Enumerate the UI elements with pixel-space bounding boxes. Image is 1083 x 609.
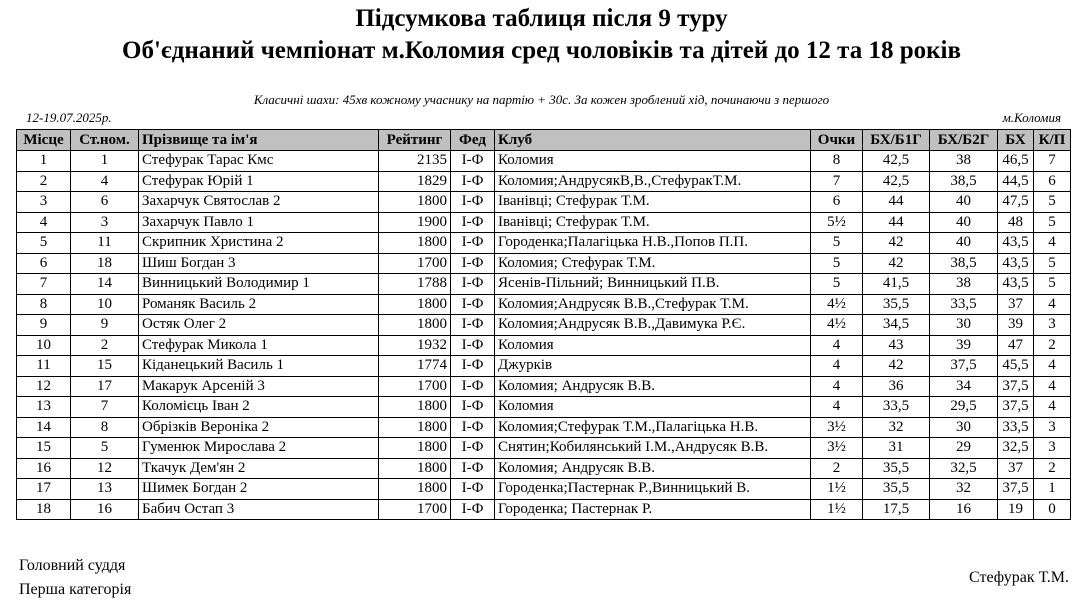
table-row (17, 151, 1071, 172)
tournament-name: Об'єднаний чемпіонат м.Коломия сред чоловіків та дітей до 12 та 18 років (122, 37, 961, 64)
cell-fed: І-Ф (451, 479, 495, 500)
cell-club: Коломия;Стефурак Т.М.,Палагіцька Н.В. (495, 417, 811, 438)
cell-fed: І-Ф (451, 417, 495, 438)
cell-points: 8 (811, 151, 863, 172)
cell-club: Іванівці; Стефурак Т.М. (495, 212, 811, 233)
cell-place: 18 (17, 499, 71, 520)
cell-points: 2 (811, 458, 863, 479)
table-header-row (17, 130, 1071, 151)
cell-buchholz: 47 (998, 335, 1034, 356)
column-header-buchholz-cut1: БХ/Б1Г (863, 130, 930, 151)
cell-place: 8 (17, 294, 71, 315)
cell-start-no: 8 (71, 417, 139, 438)
cell-place: 15 (17, 438, 71, 459)
cell-buchholz: 32,5 (998, 438, 1034, 459)
cell-buchholz: 46,5 (998, 151, 1034, 172)
cell-wins: 4 (1034, 233, 1071, 254)
table-row (17, 212, 1071, 233)
cell-start-no: 14 (71, 274, 139, 295)
cell-place: 4 (17, 212, 71, 233)
cell-fed: І-Ф (451, 438, 495, 459)
cell-buchholz-cut1: 44 (863, 192, 930, 213)
cell-buchholz-cut2: 30 (930, 417, 998, 438)
cell-buchholz-cut2: 34 (930, 376, 998, 397)
cell-points: 4½ (811, 315, 863, 336)
cell-name: Коломієць Іван 2 (139, 397, 379, 418)
cell-points: 6 (811, 192, 863, 213)
cell-wins: 5 (1034, 274, 1071, 295)
cell-rating: 1900 (379, 212, 451, 233)
cell-wins: 2 (1034, 335, 1071, 356)
cell-name: Винницький Володимир 1 (139, 274, 379, 295)
cell-name: Стефурак Тарас Кмс (139, 151, 379, 172)
cell-rating: 1800 (379, 192, 451, 213)
cell-buchholz-cut1: 42,5 (863, 171, 930, 192)
cell-buchholz: 45,5 (998, 356, 1034, 377)
column-header-wins: К/П (1034, 130, 1071, 151)
cell-buchholz: 37,5 (998, 397, 1034, 418)
cell-start-no: 12 (71, 458, 139, 479)
cell-wins: 5 (1034, 192, 1071, 213)
cell-wins: 0 (1034, 499, 1071, 520)
cell-buchholz-cut1: 32 (863, 417, 930, 438)
cell-buchholz: 33,5 (998, 417, 1034, 438)
cell-points: 1½ (811, 479, 863, 500)
cell-points: 5 (811, 253, 863, 274)
table-row (17, 192, 1071, 213)
cell-club: Коломия (495, 397, 811, 418)
cell-buchholz-cut2: 33,5 (930, 294, 998, 315)
cell-buchholz-cut2: 32,5 (930, 458, 998, 479)
column-header-rating: Рейтинг (379, 130, 451, 151)
table-row (17, 356, 1071, 377)
cell-club: Городенка;Пастернак Р.,Винницький В. (495, 479, 811, 500)
cell-wins: 4 (1034, 356, 1071, 377)
cell-points: 4½ (811, 294, 863, 315)
cell-wins: 3 (1034, 438, 1071, 459)
table-row (17, 171, 1071, 192)
cell-club: Коломия; Андрусяк В.В. (495, 376, 811, 397)
tournament-location: м.Коломия (1002, 110, 1061, 125)
cell-name: Остяк Олег 2 (139, 315, 379, 336)
cell-start-no: 16 (71, 499, 139, 520)
table-row (17, 417, 1071, 438)
cell-rating: 1700 (379, 253, 451, 274)
cell-club: Городенка;Палагіцька Н.В.,Попов П.П. (495, 233, 811, 254)
cell-wins: 4 (1034, 294, 1071, 315)
cell-place: 6 (17, 253, 71, 274)
cell-buchholz-cut1: 31 (863, 438, 930, 459)
cell-buchholz-cut1: 35,5 (863, 479, 930, 500)
table-row (17, 253, 1071, 274)
cell-fed: І-Ф (451, 458, 495, 479)
cell-fed: І-Ф (451, 335, 495, 356)
cell-name: Макарук Арсеній 3 (139, 376, 379, 397)
cell-points: 5½ (811, 212, 863, 233)
cell-club: Городенка; Пастернак Р. (495, 499, 811, 520)
cell-club: Коломия (495, 335, 811, 356)
cell-place: 14 (17, 417, 71, 438)
cell-buchholz-cut2: 37,5 (930, 356, 998, 377)
cell-name: Обрізків Вероніка 2 (139, 417, 379, 438)
cell-rating: 1788 (379, 274, 451, 295)
cell-buchholz-cut2: 40 (930, 192, 998, 213)
cell-rating: 1774 (379, 356, 451, 377)
cell-fed: І-Ф (451, 356, 495, 377)
cell-place: 9 (17, 315, 71, 336)
cell-place: 17 (17, 479, 71, 500)
cell-buchholz-cut1: 44 (863, 212, 930, 233)
cell-fed: І-Ф (451, 397, 495, 418)
table-row (17, 479, 1071, 500)
cell-points: 4 (811, 335, 863, 356)
cell-buchholz: 37,5 (998, 479, 1034, 500)
cell-rating: 2135 (379, 151, 451, 172)
cell-rating: 1800 (379, 294, 451, 315)
column-header-club: Клуб (495, 130, 811, 151)
cell-name: Бабич Остап 3 (139, 499, 379, 520)
cell-points: 3½ (811, 417, 863, 438)
cell-buchholz-cut2: 16 (930, 499, 998, 520)
cell-buchholz-cut2: 38,5 (930, 253, 998, 274)
cell-fed: І-Ф (451, 294, 495, 315)
column-header-fed: Фед (451, 130, 495, 151)
cell-name: Кіданецький Василь 1 (139, 356, 379, 377)
cell-name: Ткачук Дем'ян 2 (139, 458, 379, 479)
cell-place: 10 (17, 335, 71, 356)
cell-fed: І-Ф (451, 212, 495, 233)
cell-start-no: 13 (71, 479, 139, 500)
cell-club: Коломия; Андрусяк В.В. (495, 458, 811, 479)
cell-fed: І-Ф (451, 171, 495, 192)
cell-wins: 2 (1034, 458, 1071, 479)
cell-wins: 5 (1034, 253, 1071, 274)
cell-fed: І-Ф (451, 315, 495, 336)
judge-role: Головний суддя (19, 557, 126, 574)
cell-buchholz-cut2: 38 (930, 151, 998, 172)
cell-rating: 1800 (379, 417, 451, 438)
cell-place: 5 (17, 233, 71, 254)
cell-buchholz-cut2: 29 (930, 438, 998, 459)
cell-buchholz-cut1: 36 (863, 376, 930, 397)
cell-buchholz-cut2: 38,5 (930, 171, 998, 192)
cell-buchholz-cut1: 35,5 (863, 458, 930, 479)
cell-club: Коломия;Андрусяк В.В.,Давимука Р.Є. (495, 315, 811, 336)
cell-points: 7 (811, 171, 863, 192)
standings-table (16, 129, 1071, 520)
cell-buchholz-cut2: 40 (930, 233, 998, 254)
cell-club: Джурків (495, 356, 811, 377)
cell-club: Снятин;Кобилянський І.М.,Андрусяк В.В. (495, 438, 811, 459)
cell-buchholz-cut1: 43 (863, 335, 930, 356)
cell-start-no: 6 (71, 192, 139, 213)
cell-place: 3 (17, 192, 71, 213)
cell-buchholz-cut1: 34,5 (863, 315, 930, 336)
cell-points: 3½ (811, 438, 863, 459)
table-body (17, 151, 1071, 520)
cell-buchholz-cut1: 33,5 (863, 397, 930, 418)
cell-buchholz: 44,5 (998, 171, 1034, 192)
cell-place: 16 (17, 458, 71, 479)
cell-points: 1½ (811, 499, 863, 520)
cell-buchholz: 43,5 (998, 253, 1034, 274)
cell-wins: 5 (1034, 212, 1071, 233)
cell-name: Шиш Богдан 3 (139, 253, 379, 274)
cell-buchholz: 48 (998, 212, 1034, 233)
column-header-points: Очки (811, 130, 863, 151)
table-row (17, 294, 1071, 315)
cell-start-no: 5 (71, 438, 139, 459)
cell-rating: 1800 (379, 233, 451, 254)
cell-fed: І-Ф (451, 233, 495, 254)
cell-name: Стефурак Юрій 1 (139, 171, 379, 192)
cell-wins: 1 (1034, 479, 1071, 500)
page-title: Підсумкова таблиця після 9 туру (355, 5, 728, 32)
cell-wins: 3 (1034, 315, 1071, 336)
cell-rating: 1800 (379, 438, 451, 459)
cell-rating: 1932 (379, 335, 451, 356)
tournament-dates: 12-19.07.2025р. (26, 110, 112, 125)
judge-category: Перша категорія (19, 581, 132, 598)
cell-start-no: 1 (71, 151, 139, 172)
cell-start-no: 18 (71, 253, 139, 274)
cell-wins: 6 (1034, 171, 1071, 192)
cell-fed: І-Ф (451, 192, 495, 213)
cell-points: 4 (811, 356, 863, 377)
cell-buchholz-cut2: 39 (930, 335, 998, 356)
cell-name: Скрипник Христина 2 (139, 233, 379, 254)
cell-name: Захарчук Павло 1 (139, 212, 379, 233)
cell-name: Гуменюк Мирослава 2 (139, 438, 379, 459)
cell-rating: 1800 (379, 397, 451, 418)
cell-name: Стефурак Микола 1 (139, 335, 379, 356)
table-row (17, 274, 1071, 295)
cell-buchholz: 37 (998, 294, 1034, 315)
cell-start-no: 4 (71, 171, 139, 192)
table-row (17, 315, 1071, 336)
cell-place: 12 (17, 376, 71, 397)
table-row (17, 233, 1071, 254)
cell-buchholz-cut1: 42 (863, 356, 930, 377)
cell-fed: І-Ф (451, 274, 495, 295)
cell-buchholz-cut1: 35,5 (863, 294, 930, 315)
cell-club: Іванівці; Стефурак Т.М. (495, 192, 811, 213)
cell-name: Шимек Богдан 2 (139, 479, 379, 500)
cell-start-no: 17 (71, 376, 139, 397)
cell-fed: І-Ф (451, 499, 495, 520)
cell-buchholz: 43,5 (998, 274, 1034, 295)
cell-buchholz: 43,5 (998, 233, 1034, 254)
column-header-name: Прізвище та ім'я (139, 130, 379, 151)
cell-buchholz-cut1: 42,5 (863, 151, 930, 172)
cell-buchholz-cut2: 29,5 (930, 397, 998, 418)
cell-place: 11 (17, 356, 71, 377)
table-row (17, 438, 1071, 459)
column-header-buchholz: БХ (998, 130, 1034, 151)
cell-start-no: 3 (71, 212, 139, 233)
cell-buchholz: 19 (998, 499, 1034, 520)
cell-name: Романяк Василь 2 (139, 294, 379, 315)
table-row (17, 458, 1071, 479)
judge-name: Стефурак Т.М. (969, 569, 1069, 586)
cell-club: Ясенів-Пільний; Винницький П.В. (495, 274, 811, 295)
cell-buchholz-cut1: 42 (863, 233, 930, 254)
cell-rating: 1800 (379, 315, 451, 336)
column-header-place: Місце (17, 130, 71, 151)
cell-place: 7 (17, 274, 71, 295)
cell-place: 13 (17, 397, 71, 418)
column-header-buchholz-cut2: БХ/Б2Г (930, 130, 998, 151)
cell-points: 4 (811, 397, 863, 418)
cell-club: Коломия;АндрусякВ,В.,СтефуракТ.М. (495, 171, 811, 192)
cell-buchholz: 37 (998, 458, 1034, 479)
cell-start-no: 7 (71, 397, 139, 418)
cell-start-no: 10 (71, 294, 139, 315)
cell-buchholz: 47,5 (998, 192, 1034, 213)
cell-club: Коломия;Андрусяк В.В.,Стефурак Т.М. (495, 294, 811, 315)
cell-start-no: 2 (71, 335, 139, 356)
cell-buchholz-cut1: 41,5 (863, 274, 930, 295)
cell-buchholz-cut2: 32 (930, 479, 998, 500)
cell-buchholz-cut1: 42 (863, 253, 930, 274)
cell-points: 5 (811, 274, 863, 295)
cell-points: 4 (811, 376, 863, 397)
cell-rating: 1800 (379, 479, 451, 500)
table-row (17, 335, 1071, 356)
cell-club: Коломия (495, 151, 811, 172)
cell-start-no: 11 (71, 233, 139, 254)
cell-fed: І-Ф (451, 376, 495, 397)
cell-points: 5 (811, 233, 863, 254)
table-row (17, 397, 1071, 418)
cell-rating: 1700 (379, 499, 451, 520)
cell-place: 1 (17, 151, 71, 172)
cell-buchholz-cut2: 40 (930, 212, 998, 233)
cell-rating: 1800 (379, 458, 451, 479)
cell-wins: 4 (1034, 376, 1071, 397)
cell-start-no: 15 (71, 356, 139, 377)
table-row (17, 499, 1071, 520)
cell-wins: 7 (1034, 151, 1071, 172)
cell-name: Захарчук Святослав 2 (139, 192, 379, 213)
cell-place: 2 (17, 171, 71, 192)
cell-wins: 4 (1034, 397, 1071, 418)
cell-start-no: 9 (71, 315, 139, 336)
cell-rating: 1700 (379, 376, 451, 397)
cell-buchholz-cut1: 17,5 (863, 499, 930, 520)
table-row (17, 376, 1071, 397)
cell-buchholz: 39 (998, 315, 1034, 336)
cell-buchholz: 37,5 (998, 376, 1034, 397)
column-header-start-no: Ст.ном. (71, 130, 139, 151)
cell-fed: І-Ф (451, 253, 495, 274)
cell-fed: І-Ф (451, 151, 495, 172)
cell-buchholz-cut2: 38 (930, 274, 998, 295)
time-control-note: Класичні шахи: 45хв кожному учаснику на партію + 30с. За кожен зроблений хід, починаючи з першого (253, 92, 830, 107)
cell-club: Коломия; Стефурак Т.М. (495, 253, 811, 274)
cell-buchholz-cut2: 30 (930, 315, 998, 336)
cell-rating: 1829 (379, 171, 451, 192)
cell-wins: 3 (1034, 417, 1071, 438)
